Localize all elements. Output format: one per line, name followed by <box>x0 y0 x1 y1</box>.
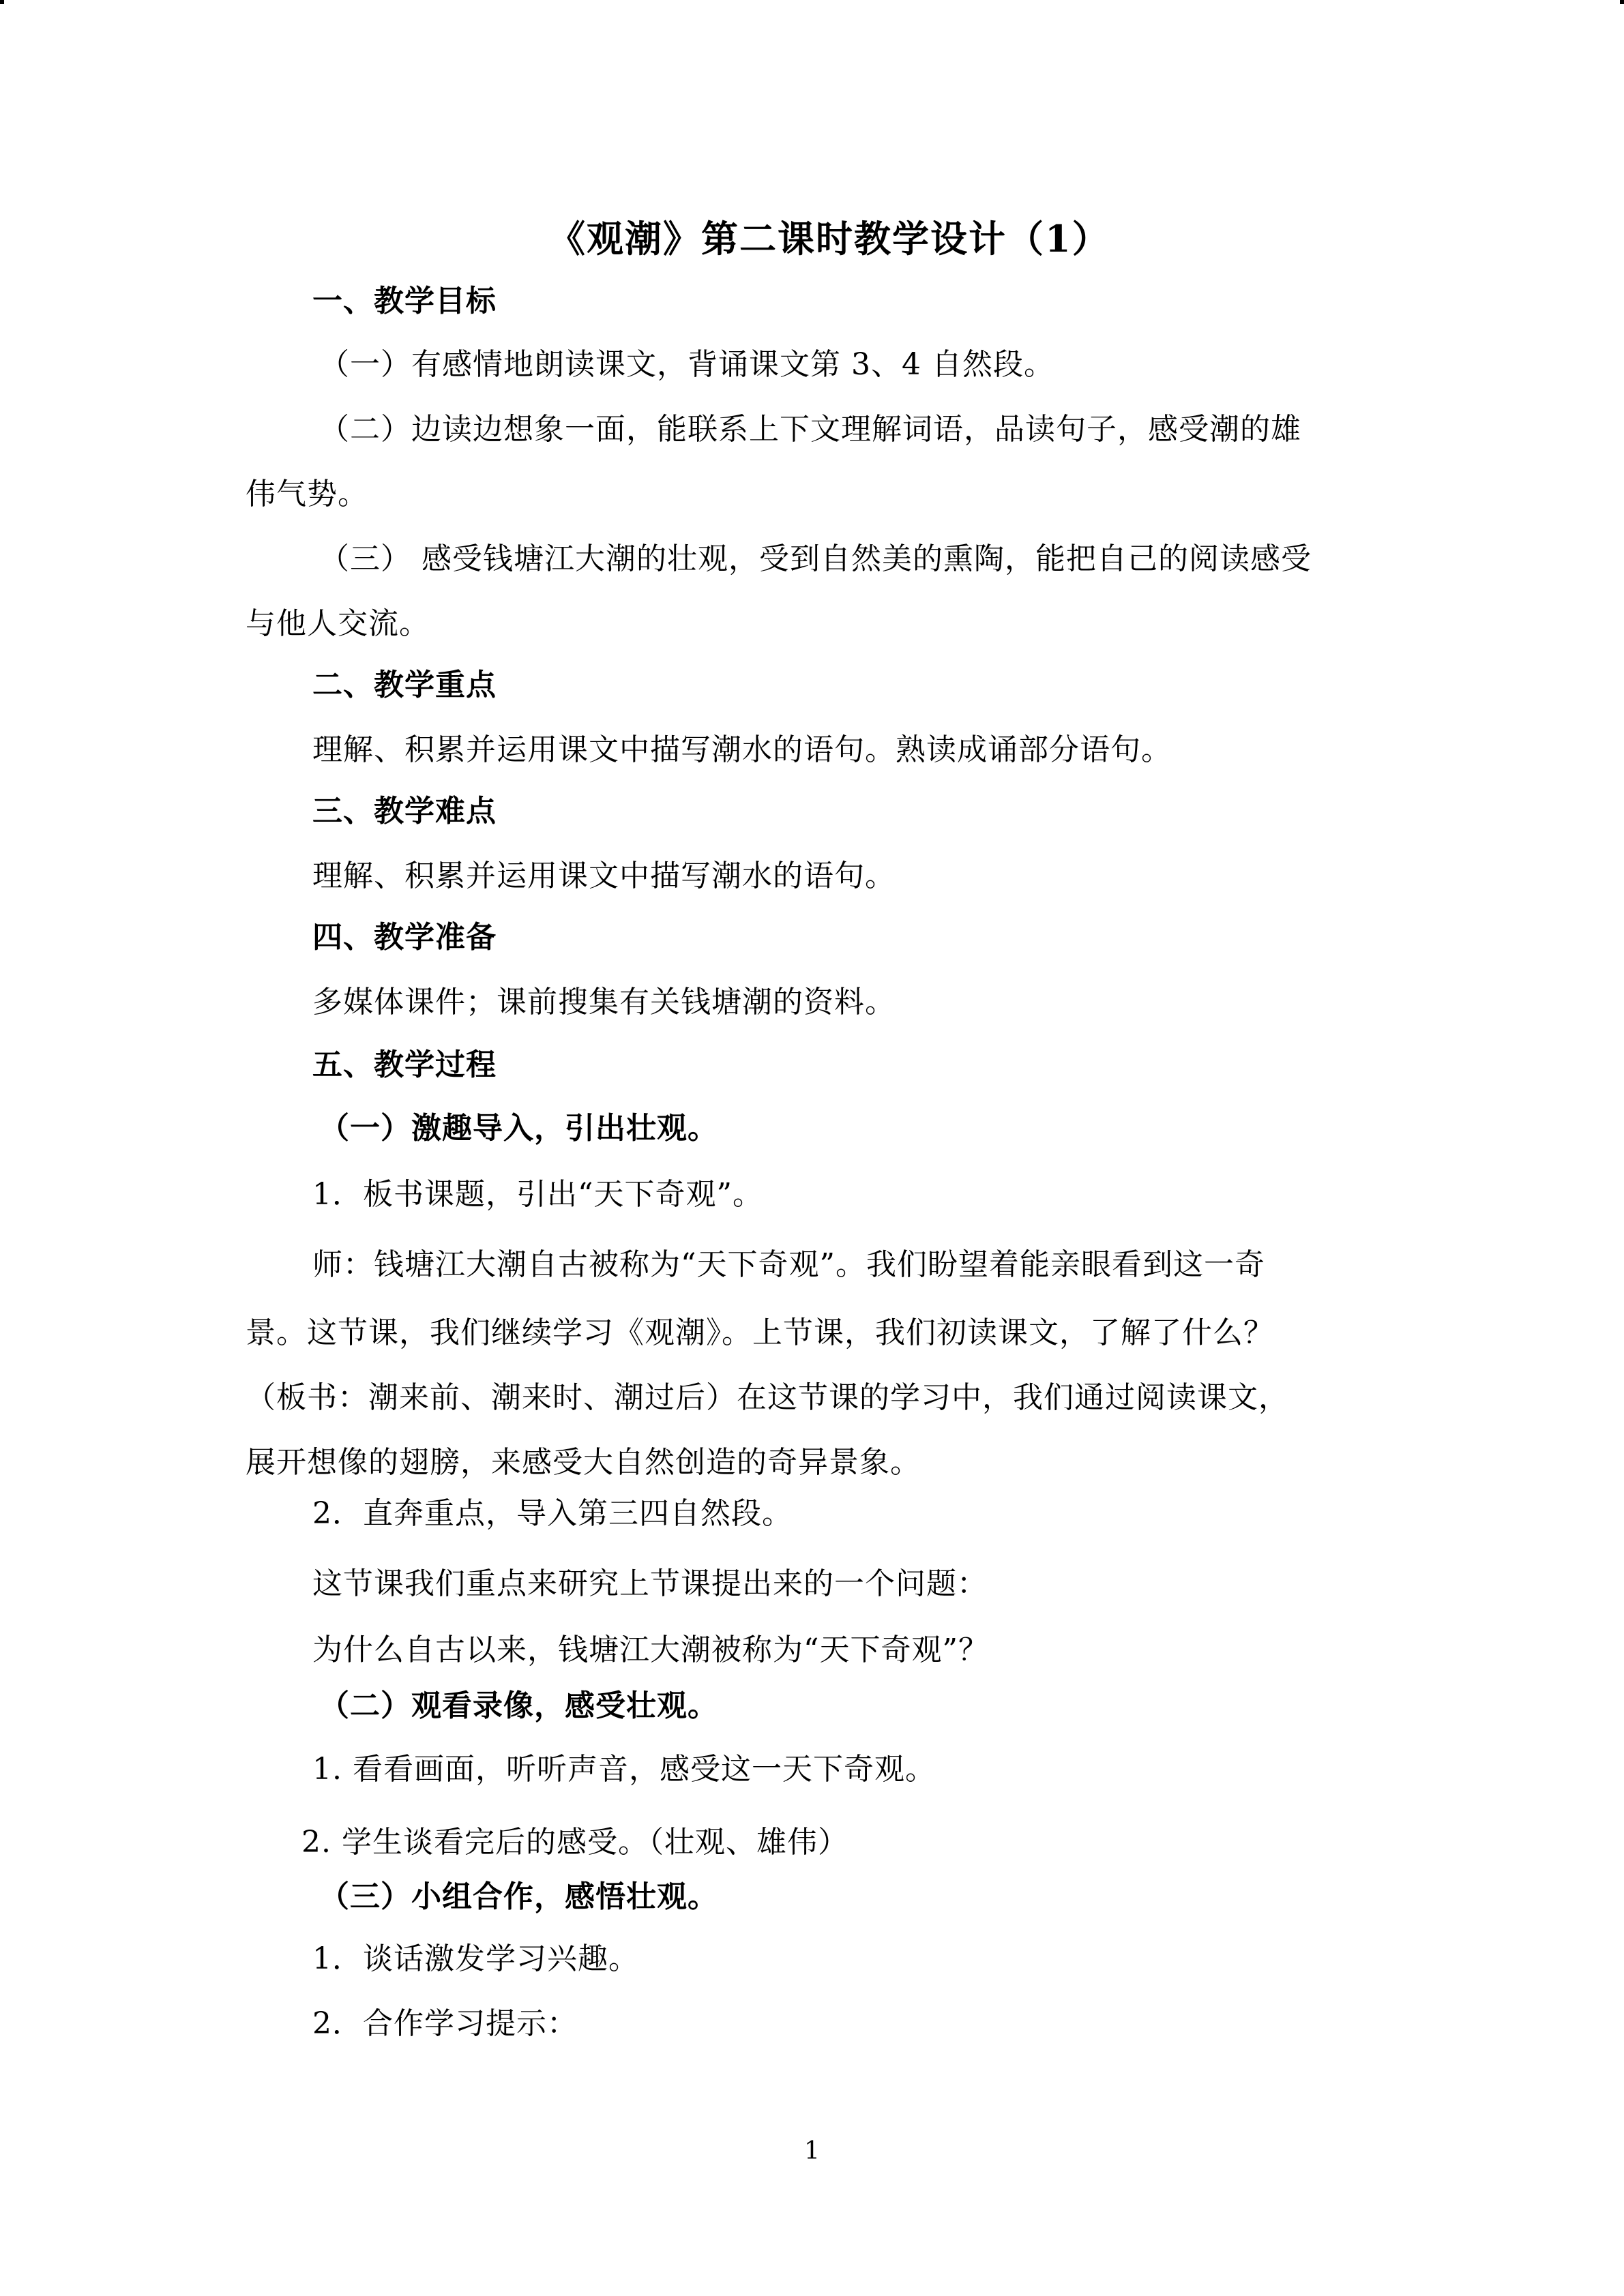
paragraph-line: 多媒体课件；课前搜集有关钱塘潮的资料。 <box>312 985 896 1019</box>
section-heading-objectives: 一、教学目标 <box>312 284 497 318</box>
paragraph-line: 展开想像的翅膀，来感受大自然创造的奇异景象。 <box>246 1445 921 1480</box>
list-item: 2. 学生谈看完后的感受。（壮观、雄伟） <box>301 1825 848 1860</box>
page-number: 1 <box>804 2137 820 2165</box>
paragraph-line: 景。这节课，我们继续学习《观潮》。上节课，我们初读课文，了解了什么？ <box>246 1315 1274 1350</box>
list-item: 1．谈话激发学习兴趣。 <box>312 1941 639 1976</box>
paragraph-line: 师：钱塘江大潮自古被称为“天下奇观”。我们盼望着能亲眼看到这一奇 <box>312 1247 1265 1282</box>
section-heading-difficulties: 三、教学难点 <box>312 794 497 829</box>
paragraph-line: 伟气势。 <box>246 477 368 511</box>
section-heading-key-points: 二、教学重点 <box>312 668 497 702</box>
list-item: 1. 看看画面，听听声音，感受这一天下奇观。 <box>312 1752 936 1787</box>
list-item: 1．板书课题，引出“天下奇观”。 <box>312 1177 763 1212</box>
paragraph-line: （三） 感受钱塘江大潮的壮观，受到自然美的熏陶，能把自己的阅读感受 <box>319 541 1312 576</box>
paragraph-line: 这节课我们重点来研究上节课提出来的一个问题： <box>312 1566 988 1601</box>
paragraph-line: 与他人交流。 <box>246 606 430 641</box>
list-item: 2．直奔重点，导入第三四自然段。 <box>312 1496 793 1531</box>
paragraph-line: 理解、积累并运用课文中描写潮水的语句。 <box>312 859 896 893</box>
document-title: 《观潮》第二课时教学设计（1） <box>548 217 1110 260</box>
list-item: 2．合作学习提示： <box>312 2006 578 2041</box>
section-heading-preparation: 四、教学准备 <box>312 920 497 955</box>
paragraph-line: 理解、积累并运用课文中描写潮水的语句。熟读成诵部分语句。 <box>312 732 1172 767</box>
paragraph-line: （二）边读边想象一面，能联系上下文理解词语，品读句子，感受潮的雄 <box>319 412 1301 447</box>
paragraph-line: （一）有感情地朗读课文，背诵课文第 3、4 自然段。 <box>319 347 1054 382</box>
subsection-heading: （三）小组合作，感悟壮观。 <box>319 1879 718 1914</box>
subsection-heading: （一）激趣导入，引出壮观。 <box>319 1111 718 1146</box>
section-heading-process: 五、教学过程 <box>312 1047 497 1082</box>
corner-mark-left <box>0 0 4 4</box>
corner-mark-right <box>1620 0 1624 4</box>
paragraph-line: 为什么自古以来，钱塘江大潮被称为“天下奇观”？ <box>312 1632 989 1667</box>
paragraph-line: （板书：潮来前、潮来时、潮过后）在这节课的学习中，我们通过阅读课文， <box>246 1380 1289 1415</box>
subsection-heading: （二）观看录像，感受壮观。 <box>319 1688 718 1723</box>
